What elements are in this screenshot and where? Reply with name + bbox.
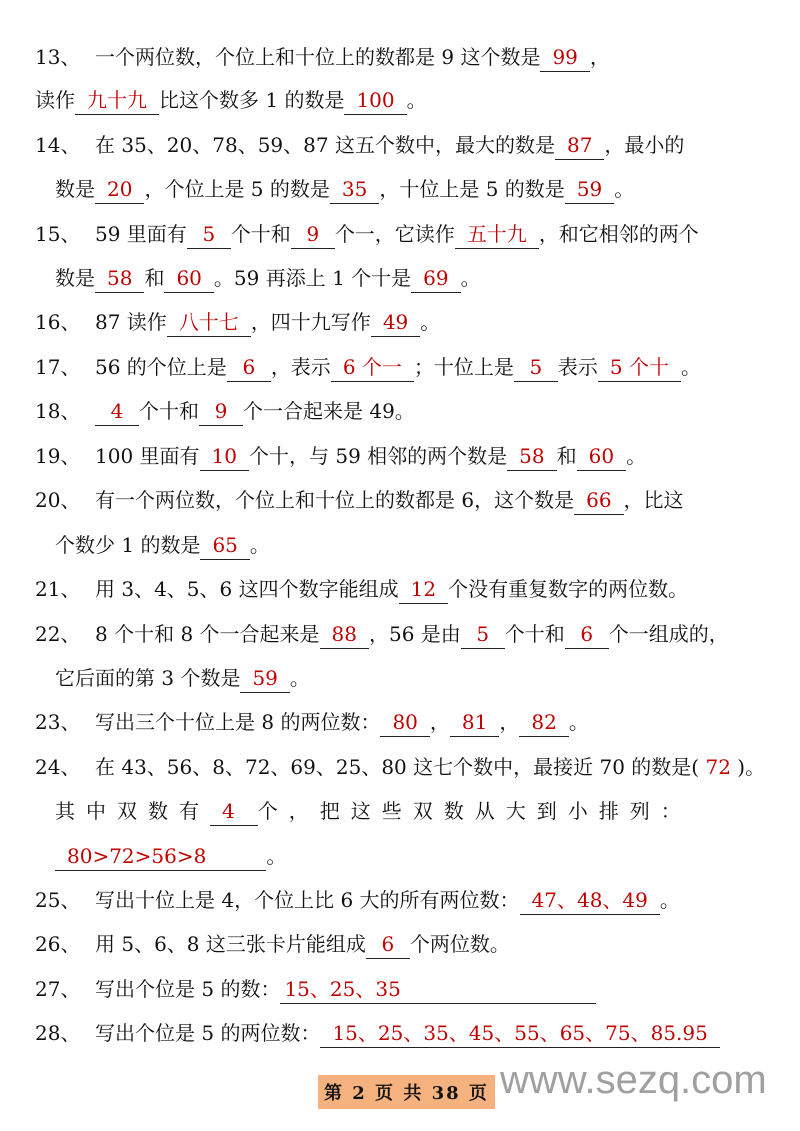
answer-blank: 5 — [187, 220, 231, 249]
answer-blank: 82 — [519, 708, 568, 737]
answer-blank: 9 — [291, 220, 335, 249]
watermark: www.sezq.com — [500, 1058, 767, 1102]
answer-blank: 58 — [95, 264, 144, 293]
question-text-segment: 59 里面有 — [95, 222, 187, 246]
question-text-segment: 个一合起来是 49。 — [243, 399, 415, 423]
answer-blank: 9 — [199, 397, 243, 426]
question-text-segment: 比这个数多 1 的数是 — [159, 88, 345, 112]
question-text-segment: 和 — [144, 266, 165, 290]
question-text — [55, 264, 481, 293]
question-text-segment: 其中双数有 — [55, 799, 210, 823]
question-text-segment: 写出十位上是 4，个位上比 6 大的所有两位数： — [95, 888, 520, 912]
question-number: 19、 — [35, 444, 81, 468]
answer-blank: 81 — [450, 708, 499, 737]
question-text — [95, 486, 684, 515]
answer-blank: 6 — [366, 930, 410, 959]
answer: 72 — [705, 755, 731, 779]
question-text-segment: ，比这 — [623, 488, 684, 512]
question-number: 14、 — [35, 133, 81, 157]
question-text-segment: ，四十九写作 — [250, 310, 371, 334]
question-text-segment: 个没有重复数字的两位数。 — [448, 577, 689, 601]
question-number: 22、 — [35, 622, 81, 646]
answer-blank: 4 — [95, 397, 139, 426]
question-text — [95, 620, 729, 649]
answer-blank: 100 — [344, 86, 406, 115]
question-number: 16、 — [35, 310, 81, 334]
question-text — [35, 86, 427, 115]
question-text — [95, 1019, 720, 1048]
question-text — [95, 43, 610, 72]
question-text-segment: 个两位数。 — [409, 932, 510, 956]
page-number: 第 2 页 共 38 页 — [318, 1075, 495, 1109]
question-text-segment: 。 — [406, 88, 427, 112]
answer-blank: 15、25、35、45、55、65、75、85.95 — [320, 1019, 719, 1048]
question-number: 27、 — [35, 977, 81, 1001]
question-text-segment: 读作 — [35, 88, 75, 112]
question-text-segment: 它后面的第 3 个数是 — [55, 666, 241, 690]
question-text-segment: ；十位上是 — [413, 355, 514, 379]
question-text-segment: 。 — [249, 533, 270, 557]
question-text-segment: 。 — [568, 710, 589, 734]
answer-blank: 49 — [371, 308, 420, 337]
answer-blank: 6 — [227, 353, 271, 382]
answer-blank: 12 — [399, 575, 448, 604]
question-text-segment: ， — [499, 710, 520, 734]
question-number: 25、 — [35, 888, 81, 912]
question-text — [95, 220, 699, 249]
question-text-segment: )。 — [730, 755, 766, 779]
question-text-segment: 在 43、56、8、72、69、25、80 这七个数中，最接近 70 的数是( — [95, 755, 706, 779]
answer-blank: 66 — [574, 486, 623, 515]
answer-blank: 60 — [164, 264, 213, 293]
question-number: 21、 — [35, 577, 81, 601]
question-text-segment: 个十和 — [504, 622, 565, 646]
answer-blank: 6 — [565, 620, 609, 649]
question-text-segment: 写出个位是 5 的数： — [95, 977, 281, 1001]
question-number: 13、 — [35, 45, 81, 69]
answer-blank: 20 — [95, 175, 144, 204]
question-text — [95, 975, 596, 1004]
question-text — [95, 930, 510, 959]
question-text-segment: 。59 再添上 1 个十是 — [213, 266, 412, 290]
question-number: 17、 — [35, 355, 81, 379]
answer-blank: 59 — [240, 664, 289, 693]
question-text-segment: 100 里面有 — [95, 444, 200, 468]
question-number: 28、 — [35, 1021, 81, 1045]
answer-blank: 59 — [565, 175, 614, 204]
question-text-segment: 个一，它读作 — [334, 222, 455, 246]
question-number: 18、 — [35, 399, 81, 423]
question-text — [95, 753, 765, 781]
question-text-segment: ，表示 — [270, 355, 331, 379]
question-text-segment: ， — [589, 45, 610, 69]
question-text-segment: 。 — [460, 266, 481, 290]
answer-blank: 60 — [577, 442, 626, 471]
question-number: 23、 — [35, 710, 81, 734]
answer-blank: 5 — [514, 353, 558, 382]
question-text — [95, 442, 646, 471]
question-number: 15、 — [35, 222, 81, 246]
answer-blank: 80 — [380, 708, 429, 737]
question-text — [95, 397, 415, 426]
question-text — [55, 664, 310, 693]
question-text-segment: 。 — [420, 310, 441, 334]
question-text-segment: ，十位上是 5 的数是 — [379, 177, 565, 201]
question-text-segment: 数是 — [55, 266, 95, 290]
answer-blank: 80>72>56>8 — [55, 842, 266, 871]
question-text-segment: ，56 是由 — [368, 622, 461, 646]
question-text-segment: 。 — [659, 888, 680, 912]
answer-blank: 5 — [461, 620, 505, 649]
question-number: 20、 — [35, 488, 81, 512]
question-text — [55, 531, 270, 560]
question-text-segment: 。 — [614, 177, 635, 201]
question-text-segment: 个十，与 59 相邻的两个数是 — [248, 444, 508, 468]
question-text-segment: ，个位上是 5 的数是 — [144, 177, 330, 201]
answer-blank: 5 个十 — [598, 353, 681, 382]
question-text-segment: 个一组成的， — [608, 622, 729, 646]
question-text — [95, 708, 589, 737]
question-text — [95, 886, 680, 915]
question-text-segment: 。 — [266, 844, 287, 868]
answer-blank: 15、25、35 — [280, 975, 596, 1004]
question-text-segment: ， — [429, 710, 450, 734]
question-text-segment: 在 35、20、78、59、87 这五个数中，最大的数是 — [95, 133, 555, 157]
answer-blank: 69 — [411, 264, 460, 293]
question-text-segment: ，和它相邻的两个 — [538, 222, 699, 246]
question-text-segment: 用 3、4、5、6 这四个数字能组成 — [95, 577, 399, 601]
question-text — [55, 175, 634, 204]
question-text — [55, 797, 692, 826]
answer-blank: 6 个一 — [331, 353, 414, 382]
question-text-segment: 一个两位数，个位上和十位上的数都是 9 这个数是 — [95, 45, 541, 69]
question-text — [95, 308, 440, 337]
question-text-segment: 和 — [556, 444, 577, 468]
question-text-segment: 写出个位是 5 的两位数： — [95, 1021, 321, 1045]
answer-blank: 五十九 — [455, 220, 539, 249]
answer-blank: 58 — [507, 442, 556, 471]
question-text-segment: 数是 — [55, 177, 95, 201]
question-text-segment: 个十和 — [230, 222, 291, 246]
question-text-segment: 。 — [289, 666, 310, 690]
answer-blank: 35 — [330, 175, 379, 204]
question-number: 26、 — [35, 932, 81, 956]
answer-blank: 10 — [200, 442, 249, 471]
question-text-segment: 56 的个位上是 — [95, 355, 227, 379]
question-text-segment: 87 读作 — [95, 310, 167, 334]
question-text-segment: 用 5、6、8 这三张卡片能组成 — [95, 932, 366, 956]
answer-blank: 87 — [555, 131, 604, 160]
question-text-segment: 8 个十和 8 个一合起来是 — [95, 622, 320, 646]
question-text-segment: 表示 — [557, 355, 598, 379]
question-text-segment: 。 — [626, 444, 647, 468]
question-text — [95, 353, 701, 382]
question-text — [95, 131, 684, 160]
question-text-segment: ，最小的 — [604, 133, 685, 157]
answer-blank: 65 — [200, 531, 249, 560]
answer-blank: 88 — [320, 620, 369, 649]
question-text-segment: 有一个两位数，个位上和十位上的数都是 6，这个数是 — [95, 488, 575, 512]
answer-blank: 八十七 — [167, 308, 251, 337]
question-number: 24、 — [35, 755, 81, 779]
question-text-segment: 个，把这些双数从大到小排列： — [257, 799, 692, 823]
question-text — [95, 575, 688, 604]
answer-blank: 九十九 — [75, 86, 159, 115]
answer-blank: 47、48、49 — [520, 886, 660, 915]
question-text-segment: 个数少 1 的数是 — [55, 533, 201, 557]
answer-blank: 4 — [210, 797, 258, 826]
question-text-segment: 写出三个十位上是 8 的两位数： — [95, 710, 381, 734]
question-text-segment: 个十和 — [139, 399, 199, 423]
question-text — [55, 842, 286, 871]
answer-blank: 99 — [540, 43, 589, 72]
question-text-segment: 。 — [681, 355, 701, 379]
